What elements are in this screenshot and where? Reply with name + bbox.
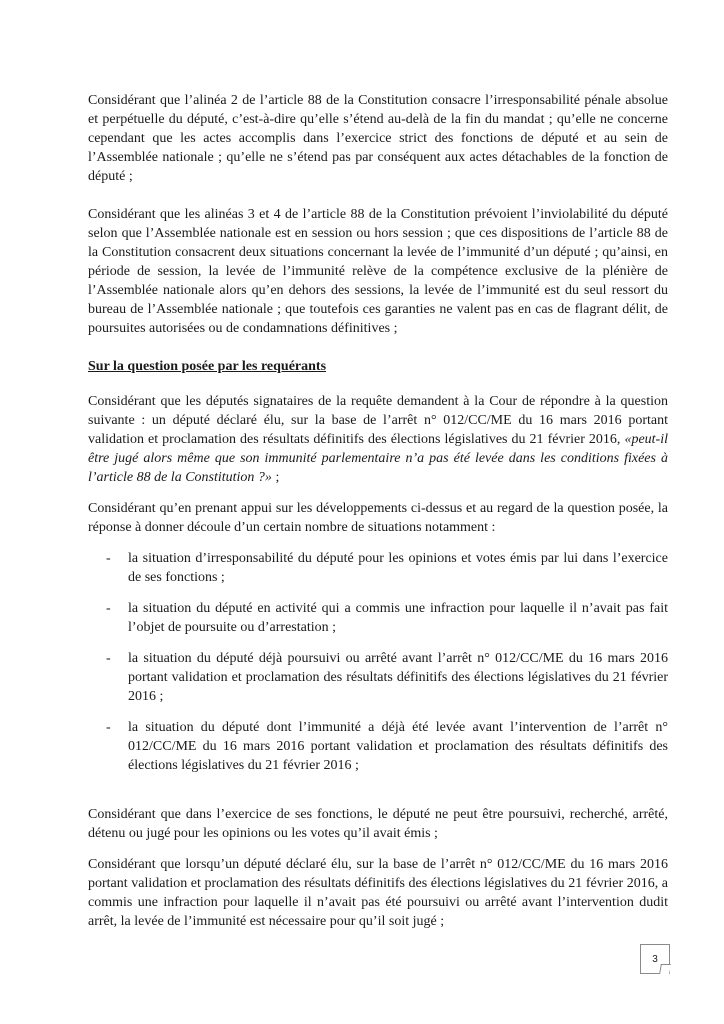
paragraph-inviolabilite: Considérant que les alinéas 3 et 4 de l’article 88 de la Constitution prévoient l’inviolabilité du député selon que l’Assemblée nationale est en session ou hors session ; que ces dispositions de l’article 88 de la Constitution consacrent deux situations concernant la levée de l’immunité d’un député ; qu’ainsi, en période de session, la levée de l’immunité relève de la compétence exclusive de la plénière de l’Assemblée nationale alors qu’en dehors des sessions, la levée de l’immunité est du seul ressort du bureau de l’Assemblée nationale ; que toutefois ces garanties ne valent pas en cas de flagrant délit, de poursuites autorisées ou de condamnations définitives ; [88,207,668,336]
list-item-text: la situation du député en activité qui a commis une infraction pour laquelle il n’avait pas fait l’objet de poursuite ou d’arrestation ; [128,601,668,635]
situations-list [88,549,668,775]
list-item-text: la situation d’irresponsabilité du député pour les opinions et votes émis par lui dans l’exercice de ses fonctions ; [128,551,668,585]
list-item-text: la situation du député déjà poursuivi ou arrêté avant l’arrêt n° 012/CC/ME du 16 mars 2016 portant validation et proclamation des résultats définitifs des élections législatives du 21 février 2016 ; [128,651,668,704]
question-end: ; [271,470,280,485]
bullet-dash: - [106,551,111,566]
page-number: 3 [640,944,670,974]
list-item [88,718,668,775]
paragraph-question [88,392,668,487]
bullet-dash: - [106,651,111,666]
section-heading: Sur la question posée par les requérants [88,359,327,374]
list-item [88,599,668,637]
question-text: Considérant que les députés signataires de la requête demandent à la Cour de répondre à la question suivante : un député déclaré élu, sur la base de l’arrêt n° 012/CC/ME du 16 mars 2016 portant validation et proclamation des résultats définitifs des élections législatives du 21 février 2016, [88,394,668,447]
document-body [88,91,668,943]
paragraph-levee-immunite: Considérant que lorsqu’un député déclaré élu, sur la base de l’arrêt n° 012/CC/ME du 16 mars 2016 portant validation et proclamation des résultats définitifs des élections législatives du 21 février 2016, a commis une infraction pour laquelle il n’avait pas été poursuivi ou arrêté avant l’intervention dudit arrêt, la levée de l’immunité est nécessaire pour qu’il soit jugé ; [88,857,668,929]
paragraph-irresponsabilite: Considérant que l’alinéa 2 de l’article 88 de la Constitution consacre l’irresponsabilité pénale absolue et perpétuelle du député, c’est-à-dire qu’elle s’étend au-delà de la fin du mandat ; qu’elle ne concerne cependant que les actes accomplis dans l’exercice strict des fonctions de député et au sein de l’Assemblée nationale ; qu’elle ne s’étend pas par conséquent aux actes détachables de la fonction de député ; [88,93,668,184]
paragraph-intro: Considérant qu’en prenant appui sur les développements ci-dessus et au regard de la question posée, la réponse à donner découle d’un certain nombre de situations notamment : [88,501,668,535]
bullet-dash: - [106,601,111,616]
list-item [88,549,668,587]
question-quote: «peut-il être jugé alors même que son immunité parlementaire n’a pas été levée dans les conditions fixées à l’article 88 de la Constitution ?» [88,432,668,485]
paragraph-opinions: Considérant que dans l’exercice de ses fonctions, le député ne peut être poursuivi, recherché, arrêté, détenu ou jugé pour les opinions ou les votes qu’il avait émis ; [88,807,668,841]
bullet-dash: - [106,720,111,735]
list-item [88,649,668,706]
list-item-text: la situation du député dont l’immunité a déjà été levée avant l’intervention de l’arrêt n° 012/CC/ME du 16 mars 2016 portant validation et proclamation des résultats définitifs des élections législatives du 21 février 2016 ; [128,720,668,773]
